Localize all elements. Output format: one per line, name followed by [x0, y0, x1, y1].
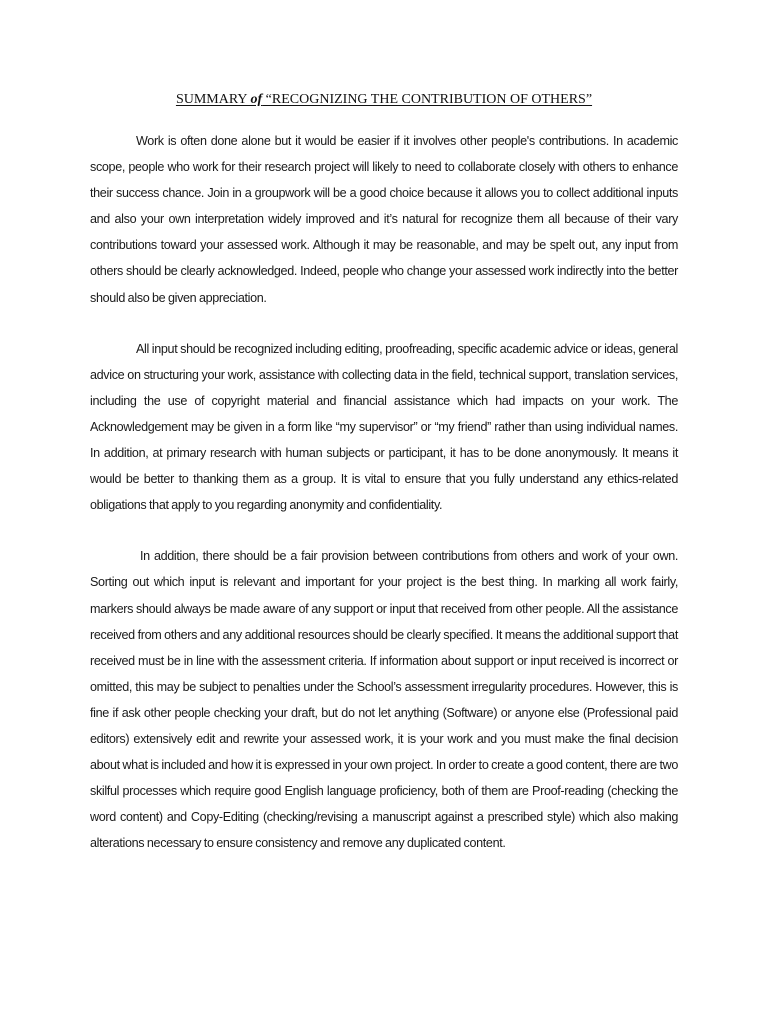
paragraph-2: All input should be recognized including editing, proofreading, specific academic advice or ideas, general advice on structuring your work, assistance with collecting data in the field, technical support, translation services, including the use of copyright material and financial assistance which had impacts on your work. The Acknowledgement may be given in a form like “my supervisor” or “my friend” rather than using individual names. In addition, at primary research with human subjects or participant, it has to be done anonymously. It means it would be better to thanking them as a group. It is vital to ensure that you fully understand any ethics-related obligations that apply to you regarding anonymity and confidentiality. [90, 341, 678, 513]
document-title [0, 92, 768, 108]
title-of: of [250, 92, 263, 107]
paragraph-1: Work is often done alone but it would be easier if it involves other people's contributions. In academic scope, people who work for their research project will likely to need to collaborate closely with others to enhance their success chance. Join in a groupwork will be a good choice because it allows you to collect additional inputs and also your own interpretation widely improved and it’s natural for recognize them all because of their vary contributions toward your assessed work. Although it may be reasonable, and may be spelt out, any input from others should be clearly acknowledged. Indeed, people who change your assessed work indirectly into the better should also be given appreciation. [90, 134, 678, 305]
paragraph-3: In addition, there should be a fair provision between contributions from others and work of your own. Sorting out which input is relevant and important for your project is the best thing. In marking all work fairly, markers should always be made aware of any support or input that received from other people. All the assistance received from others and any additional resources should be clearly specified. It means the additional support that received must be in line with the assessment criteria. If information about support or input received is incorrect or omitted, this may be subject to penalties under the School’s assessment irregularity procedures. However, this is fine if ask other people checking your draft, but do not let anything (Software) or anyone else (Professional paid editors) extensively edit and rewrite your assessed work, it is your work and you must make the final decision about what is included and how it is expressed in your own project. In order to create a good content, there are two skilful processes which require good English language proficiency, both of them are Proof-reading (checking the word content) and Copy-Editing (checking/revising a manuscript against a prescribed style) which also making alterations necessary to ensure consistency and remove any duplicated content. [90, 549, 678, 851]
title-prefix: SUMMARY [175, 92, 251, 107]
document-body [90, 128, 678, 856]
title-suffix: “RECOGNIZING THE CONTRIBUTION OF OTHERS” [262, 92, 593, 107]
